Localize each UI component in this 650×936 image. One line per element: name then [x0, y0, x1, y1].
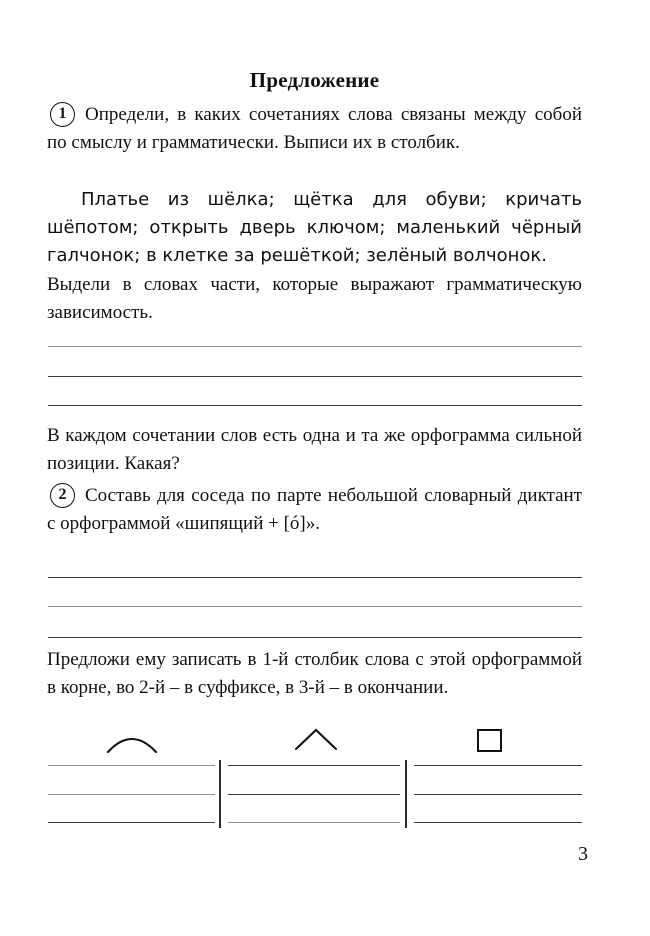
answer-rule-2-1[interactable] — [48, 577, 582, 578]
task1-followup: Выдели в словах части, которые выражают грамматическую зависимость. — [47, 274, 582, 323]
grid-col3-rule-2[interactable] — [414, 794, 582, 795]
page-number: 3 — [578, 843, 588, 865]
grid-col1-rule-2[interactable] — [48, 794, 215, 795]
grid-col2-rule-1[interactable] — [228, 765, 400, 766]
grid-col3-rule-3[interactable] — [414, 822, 582, 823]
page-title: Предложение — [249, 68, 380, 92]
grid-col2-rule-3[interactable] — [228, 822, 400, 823]
task1-question: В каждом сочетании слов есть одна и та же орфограмма сильной позиции. Какая? — [47, 425, 582, 474]
grid-col3-rule-1[interactable] — [414, 765, 582, 766]
task2-followup: Предложи ему записать в 1-й столбик слова с этой орфограммой в корне, во 2-й – в суффиксе, в 3-й – в окончании. — [47, 649, 582, 698]
grid-col2-rule-2[interactable] — [228, 794, 400, 795]
task1-word-pairs: Платье из шёлка; щётка для обуви; кричать шёпотом; открыть дверь ключом; маленький чёрный галчонок; в клетке за решёткой; зелёный волчонок. — [47, 189, 582, 266]
grid-col1-rule-3[interactable] — [48, 822, 215, 823]
grid-divider-1 — [219, 760, 221, 828]
answer-rule-1-2[interactable] — [48, 376, 582, 377]
grid-col1-rule-1[interactable] — [48, 765, 215, 766]
root-arc-icon — [106, 729, 158, 753]
task1-instruction: Определи, в каких сочетаниях слова связаны между собой по смыслу и грамматически. Выписи их в столбик. — [47, 104, 582, 153]
task-number-2: 2 — [50, 483, 75, 508]
answer-rule-1-3[interactable] — [48, 405, 582, 406]
answer-rule-2-2[interactable] — [48, 606, 582, 607]
grid-divider-2 — [405, 760, 407, 828]
ending-box-icon — [477, 729, 502, 752]
task-number-1: 1 — [50, 102, 75, 127]
answer-rule-2-3[interactable] — [48, 637, 582, 638]
answer-rule-1-1[interactable] — [48, 346, 582, 347]
suffix-caret-icon — [294, 728, 338, 750]
task2-instruction: Составь для соседа по парте небольшой словарный диктант с орфограммой «шипящий + [ó]». — [47, 485, 582, 534]
